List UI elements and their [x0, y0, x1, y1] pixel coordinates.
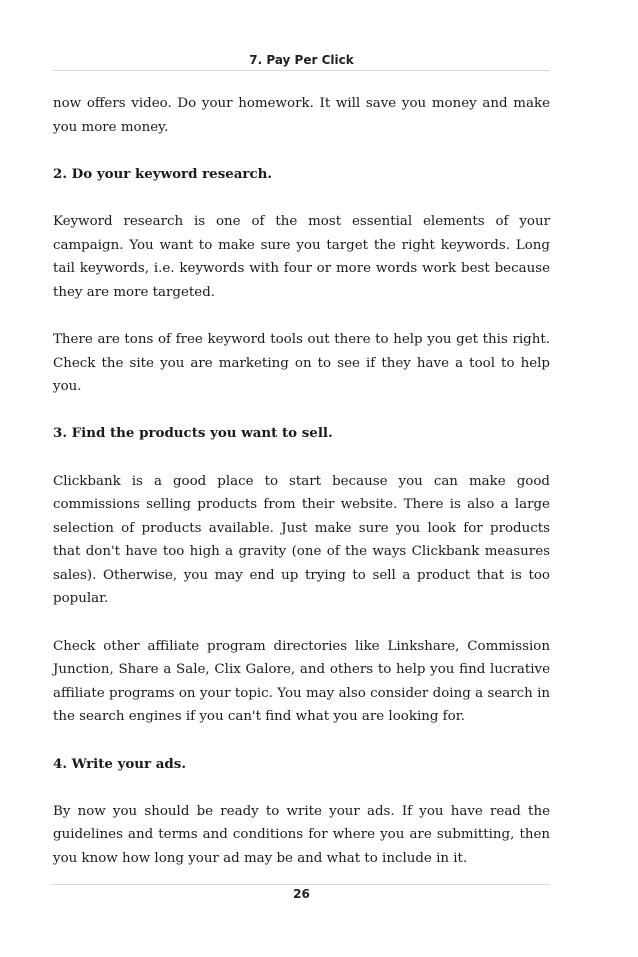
footer-divider: [53, 884, 550, 885]
paragraph-keyword-research-2: There are tons of free keyword tools out there to help you get this right. Check the site you are marketing on to see if they have a tool to help you.: [53, 331, 550, 395]
running-header: 7. Pay Per Click: [249, 53, 354, 67]
section-heading-find-products: 3. Find the products you want to sell.: [53, 425, 333, 442]
page-content: [53, 92, 550, 871]
header-divider: [53, 70, 550, 71]
section-heading-keyword-research: 2. Do your keyword research.: [53, 165, 273, 182]
paragraph-keyword-research-1: Keyword research is one of the most essential elements of your campaign. You want to make sure you target the right keywords. Long tail keywords, i.e. keywords with four or more words work best because they are more targeted.: [53, 213, 550, 300]
paragraph-find-products-2: Check other affiliate program directories like Linkshare, Commission Junction, Share a Sale, Clix Galore, and others to help you find lucrative affiliate programs on your topic. You may also consider doing a search in the search engines if you can't find what you are looking for.: [53, 638, 550, 725]
page-number: 26: [293, 887, 310, 901]
paragraph-write-ads: By now you should be ready to write your ads. If you have read the guidelines and terms and conditions for where you are submitting, then you know how long your ad may be and what to include in it.: [53, 803, 550, 866]
section-heading-write-ads: 4. Write your ads.: [53, 755, 186, 772]
paragraph-intro: now offers video. Do your homework. It will save you money and make you more money.: [53, 96, 550, 135]
paragraph-find-products-1: Clickbank is a good place to start because you can make good commissions selling products from their website. There is also a large selection of products available. Just make sure you look for products that don't have too high a gravity (one of the ways Clickbank measures sales). Otherwise, you may end up trying to sell a product that is too popular.: [53, 473, 550, 607]
